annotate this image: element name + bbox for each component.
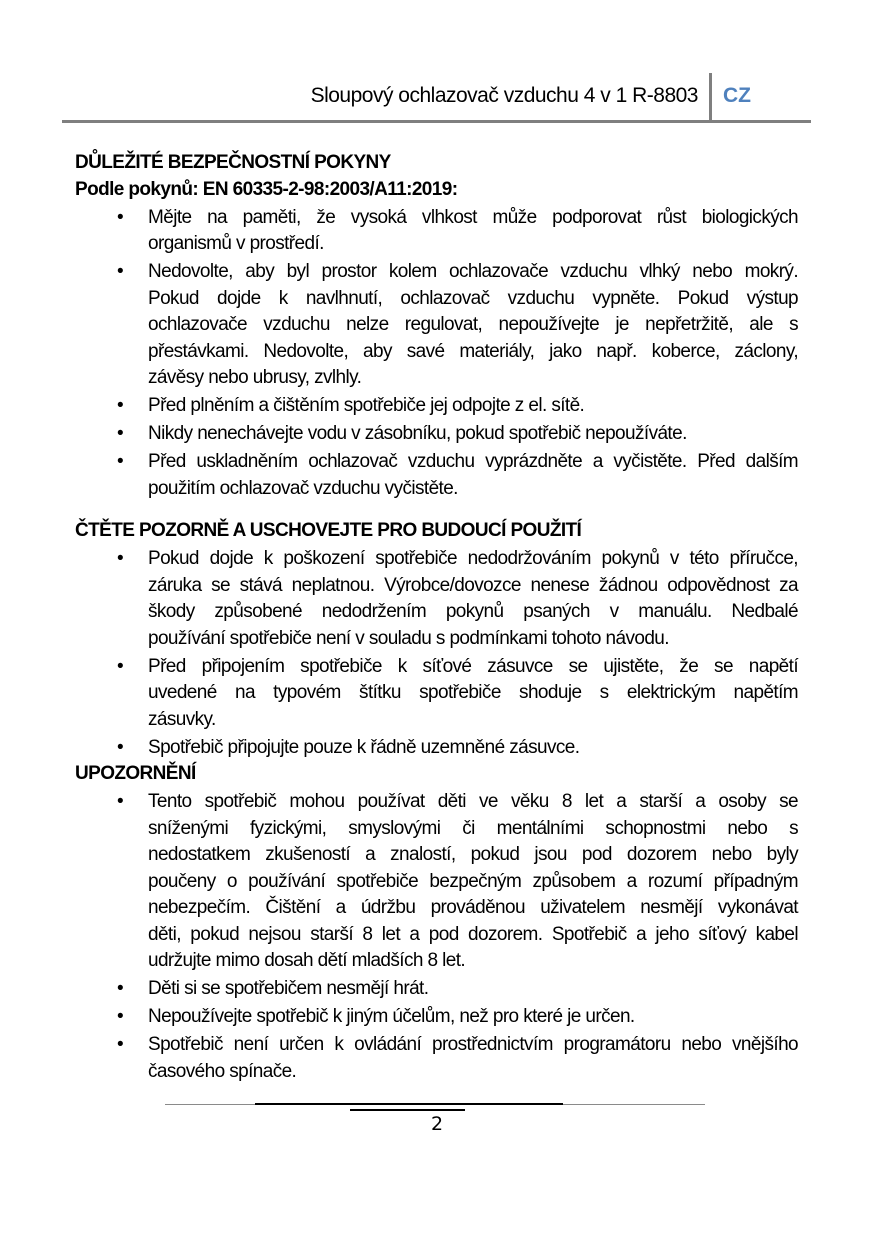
- list-item-line: sníženými fyzickými, smyslovými či mentálními schopnostmi nebo s: [148, 817, 798, 839]
- bullet-icon: •: [117, 451, 124, 472]
- footer-rule-short: [350, 1109, 465, 1111]
- list-item-line: zásuvky.: [148, 708, 216, 730]
- list-item: [75, 393, 798, 420]
- list-item: [75, 546, 798, 652]
- list-item: [75, 1004, 798, 1031]
- list-item-line: poučeny o používání spotřebiče bezpečným způsobem a rozumí případným: [148, 870, 798, 892]
- bullet-icon: •: [117, 261, 124, 282]
- list-item-line: děti, pokud nejsou starší 8 let a pod dozorem. Spotřebič a jeho síťový kabel: [148, 923, 798, 945]
- list-item-line: organismů v prostředí.: [148, 233, 324, 254]
- list-item: [75, 449, 798, 502]
- header-divider: [709, 73, 712, 121]
- list-item: [75, 789, 798, 975]
- list-item-line: nedostatkem zkušeností a znalostí, pokud jsou pod dozorem nebo byly: [148, 844, 798, 865]
- list-item-line: Před plněním a čištěním spotřebiče jej odpojte z el. sítě.: [148, 395, 585, 416]
- list-item-line: udržujte mimo dosah dětí mladších 8 let.: [148, 950, 466, 971]
- list-item: [75, 654, 798, 734]
- list-item-line: nebezpečím. Čištění a údržbu prováděnou uživatelem nesmějí vykonávat: [148, 897, 798, 918]
- bullet-icon: •: [117, 395, 124, 416]
- list-item: [75, 205, 798, 258]
- bullet-icon: •: [117, 736, 124, 758]
- footer-rule-black: [255, 1103, 563, 1105]
- list-item-line: Spotřebič není určen k ovládání prostřednictvím programátoru nebo vnějšího: [148, 1034, 798, 1055]
- list-item-line: Spotřebič připojujte pouze k řádně uzemněné zásuvce.: [148, 736, 580, 758]
- list-item-line: uvedené na typovém štítku spotřebiče shoduje s elektrickým napětím: [148, 682, 798, 703]
- list-item-line: přestávkami. Nedovolte, aby savé materiály, jako např. koberce, záclony,: [148, 340, 798, 362]
- list-item-line: Nedovolte, aby byl prostor kolem ochlazovače vzduchu vlhký nebo mokrý.: [148, 261, 798, 282]
- list-item-line: Nepoužívejte spotřebič k jiným účelům, než pro které je určen.: [148, 1006, 635, 1027]
- list-item-line: používání spotřebiče není v souladu s podmínkami tohoto návodu.: [148, 627, 669, 649]
- bullet-icon: •: [117, 978, 124, 999]
- bullet-icon: •: [117, 1034, 124, 1055]
- list-item-line: Děti si se spotřebičem nesmějí hrát.: [148, 978, 429, 999]
- list-item-line: ochlazovače vzduchu nelze regulovat, nepoužívejte je nepřetržitě, ale s: [148, 314, 798, 335]
- list-item: [75, 421, 798, 448]
- list-item-line: Mějte na paměti, že vysoká vlhkost může podporovat růst biologických: [148, 206, 798, 228]
- bullet-icon: •: [117, 423, 124, 444]
- bullet-icon: •: [117, 1006, 124, 1027]
- list-item-line: závěsy nebo ubrusy, zvlhly.: [148, 367, 362, 388]
- bullet-icon: •: [117, 791, 124, 812]
- section-heading: Podle pokynů: EN 60335-2-98:2003/A11:2019:: [75, 178, 458, 200]
- section-heading: UPOZORNĚNÍ: [75, 763, 196, 784]
- list-item-line: Pokud dojde k navlhnutí, ochlazovač vzduchu vypněte. Pokud výstup: [148, 287, 798, 309]
- list-item-line: škody způsobené nedodržením pokynů psaných v manuálu. Nedbalé: [148, 601, 798, 622]
- document-body: [75, 150, 798, 1085]
- bullet-icon: •: [117, 655, 124, 677]
- section-heading: ČTĚTE POZORNĚ A USCHOVEJTE PRO BUDOUCÍ POUŽITÍ: [75, 520, 582, 541]
- bullet-icon: •: [117, 548, 124, 569]
- list-item-line: Pokud dojde k poškození spotřebiče nedodržováním pokynů v této příručce,: [148, 548, 798, 569]
- list-item: [75, 735, 798, 762]
- list-item-line: Před uskladněním ochlazovač vzduchu vyprázdněte a vyčistěte. Před dalším: [148, 451, 798, 472]
- list-item-line: Tento spotřebič mohou používat děti ve věku 8 let a starší a osoby se: [148, 791, 798, 812]
- language-code: CZ: [723, 84, 751, 107]
- list-item-line: časového spínače.: [148, 1060, 297, 1082]
- list-item-line: Před připojením spotřebiče k síťové zásuvce se ujistěte, že se napětí: [148, 655, 798, 677]
- page-number: 2: [430, 1113, 444, 1135]
- list-item: [75, 976, 798, 1003]
- section-heading: DŮLEŽITÉ BEZPEČNOSTNÍ POKYNY: [75, 152, 391, 173]
- document-title: Sloupový ochlazovač vzduchu 4 v 1 R-8803: [310, 84, 698, 107]
- header-rule: [62, 120, 811, 123]
- list-item: [75, 1032, 798, 1085]
- list-item-line: Nikdy nenechávejte vodu v zásobníku, pokud spotřebič nepoužíváte.: [148, 423, 687, 444]
- bullet-icon: •: [117, 206, 124, 228]
- list-item: [75, 259, 798, 392]
- list-item-line: záruka se stává neplatnou. Výrobce/dovozce nenese žádnou odpovědnost za: [148, 574, 798, 596]
- list-item-line: použitím ochlazovač vzduchu vyčistěte.: [148, 477, 458, 499]
